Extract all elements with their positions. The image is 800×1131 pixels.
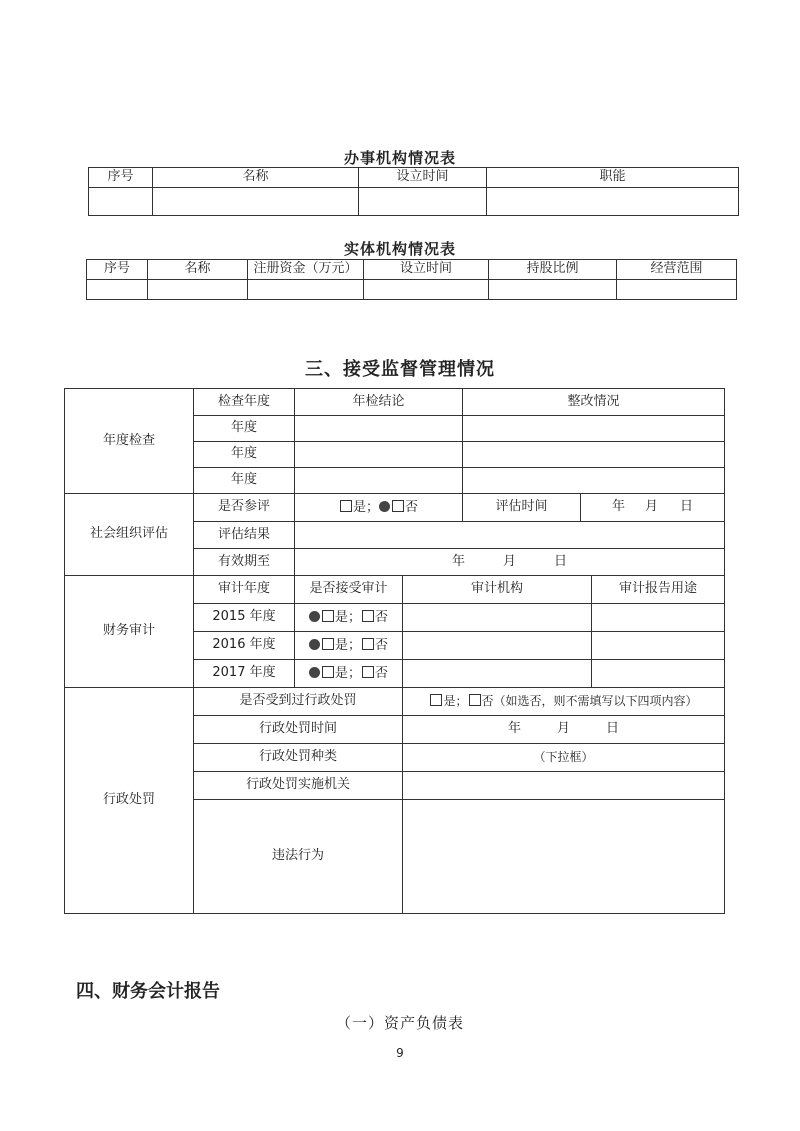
col-header: 设立时间 [359, 168, 487, 188]
cell-input[interactable] [403, 772, 725, 800]
checkbox-icon[interactable] [362, 610, 374, 622]
audit-label: 财务审计 [65, 576, 194, 688]
option-yes: 是； [352, 499, 379, 515]
result-label: 评估结果 [194, 522, 295, 549]
valid-label: 有效期至 [194, 549, 295, 576]
col-header: 经营范围 [617, 260, 737, 280]
filled-circle-icon [379, 501, 390, 512]
audit-year: 2016 年度 [194, 632, 295, 660]
option-no: 否 [375, 665, 389, 681]
cell-input[interactable] [592, 632, 725, 660]
col-header: 审计报告用途 [592, 576, 725, 604]
year-label: 年度 [194, 442, 295, 468]
cell-input[interactable] [617, 280, 737, 300]
month-unit: 月 [644, 499, 658, 515]
office-table [88, 167, 739, 216]
col-header: 审计机构 [403, 576, 592, 604]
section4-subtitle: （一）资产负债表 [335, 1014, 464, 1032]
eval-label: 社会组织评估 [65, 494, 194, 576]
option-no: 否（如选否，则不需填写以下四项内容） [481, 694, 698, 709]
cell-input[interactable] [295, 416, 463, 442]
col-header: 整改情况 [463, 389, 725, 416]
col-header: 年检结论 [295, 389, 463, 416]
checkbox-icon[interactable] [469, 694, 481, 706]
cell-input[interactable] [295, 442, 463, 468]
option-no: 否 [375, 609, 389, 625]
penalty-agency-label: 行政处罚实施机关 [194, 772, 403, 800]
administrative-penalty [64, 687, 725, 914]
penalty-type-label: 行政处罚种类 [194, 744, 403, 772]
option-yes: 是； [334, 637, 361, 653]
audit-options[interactable] [295, 660, 403, 688]
filled-circle-icon [309, 611, 320, 622]
audit-year: 2017 年度 [194, 660, 295, 688]
penalty-question: 是否受到过行政处罚 [194, 688, 403, 716]
option-no: 否 [405, 499, 419, 515]
option-yes: 是； [334, 665, 361, 681]
col-header: 注册资金（万元） [248, 260, 364, 280]
day-unit: 日 [680, 499, 694, 515]
col-header: 检查年度 [194, 389, 295, 416]
cell-input[interactable] [487, 188, 739, 216]
cell-input[interactable] [359, 188, 487, 216]
cell-input[interactable] [463, 468, 725, 494]
eval-time-value[interactable] [581, 494, 725, 522]
option-no: 否 [375, 637, 389, 653]
cell-input[interactable] [463, 442, 725, 468]
cell-input[interactable] [87, 280, 148, 300]
cell-input[interactable] [489, 280, 617, 300]
year-label: 年度 [194, 468, 295, 494]
financial-audit [64, 575, 725, 688]
section3-title: 三、接受监督管理情况 [305, 359, 495, 380]
day-unit: 日 [606, 721, 620, 737]
checkbox-icon[interactable] [362, 638, 374, 650]
checkbox-icon[interactable] [322, 610, 334, 622]
month-unit: 月 [502, 553, 516, 569]
cell-input[interactable] [89, 188, 153, 216]
penalty-label: 行政处罚 [65, 688, 194, 914]
checkbox-icon[interactable] [322, 666, 334, 678]
cell-input[interactable] [463, 416, 725, 442]
audit-options[interactable] [295, 604, 403, 632]
option-yes: 是； [443, 694, 468, 709]
option-yes: 是； [334, 609, 361, 625]
col-header: 设立时间 [364, 260, 489, 280]
social-org-evaluation [64, 493, 725, 576]
page-number: 9 [396, 1046, 404, 1060]
filled-circle-icon [309, 639, 320, 650]
col-header: 持股比例 [489, 260, 617, 280]
penalty-time-value[interactable] [403, 716, 725, 744]
eval-time-label: 评估时间 [463, 494, 581, 522]
day-unit: 日 [554, 553, 568, 569]
filled-circle-icon [309, 667, 320, 678]
checkbox-icon[interactable] [322, 638, 334, 650]
checkbox-icon[interactable] [392, 500, 404, 512]
annual-label: 年度检查 [65, 389, 194, 494]
audit-options[interactable] [295, 632, 403, 660]
penalty-behavior-label: 违法行为 [194, 800, 403, 914]
col-header: 名称 [148, 260, 248, 280]
participate-options[interactable] [295, 494, 463, 522]
checkbox-icon[interactable] [362, 666, 374, 678]
cell-input[interactable] [248, 280, 364, 300]
entity-table [86, 259, 737, 300]
cell-input[interactable] [403, 800, 725, 914]
cell-input[interactable] [592, 604, 725, 632]
cell-input[interactable] [153, 188, 359, 216]
cell-input[interactable] [364, 280, 489, 300]
section4-title: 四、财务会计报告 [76, 981, 220, 1002]
penalty-time-label: 行政处罚时间 [194, 716, 403, 744]
cell-input[interactable] [592, 660, 725, 688]
col-header: 序号 [87, 260, 148, 280]
table1-title: 办事机构情况表 [343, 149, 456, 167]
valid-date[interactable] [295, 549, 725, 576]
cell-input[interactable] [148, 280, 248, 300]
checkbox-icon[interactable] [430, 694, 442, 706]
year-unit: 年 [451, 553, 465, 569]
col-header: 名称 [153, 168, 359, 188]
penalty-options[interactable] [403, 688, 725, 716]
audit-year: 2015 年度 [194, 604, 295, 632]
cell-input[interactable] [295, 468, 463, 494]
month-unit: 月 [556, 721, 570, 737]
penalty-type-dropdown[interactable]: （下拉框） [403, 744, 725, 772]
cell-input[interactable] [403, 604, 592, 632]
cell-input[interactable] [403, 632, 592, 660]
col-header: 职能 [487, 168, 739, 188]
col-header: 序号 [89, 168, 153, 188]
cell-input[interactable] [295, 522, 725, 549]
checkbox-icon[interactable] [340, 500, 352, 512]
participate-label: 是否参评 [194, 494, 295, 522]
year-unit: 年 [611, 499, 625, 515]
col-header: 是否接受审计 [295, 576, 403, 604]
cell-input[interactable] [403, 660, 592, 688]
year-unit: 年 [507, 721, 521, 737]
year-label: 年度 [194, 416, 295, 442]
annual-inspection [64, 388, 725, 494]
table2-title: 实体机构情况表 [343, 240, 456, 258]
col-header: 审计年度 [194, 576, 295, 604]
